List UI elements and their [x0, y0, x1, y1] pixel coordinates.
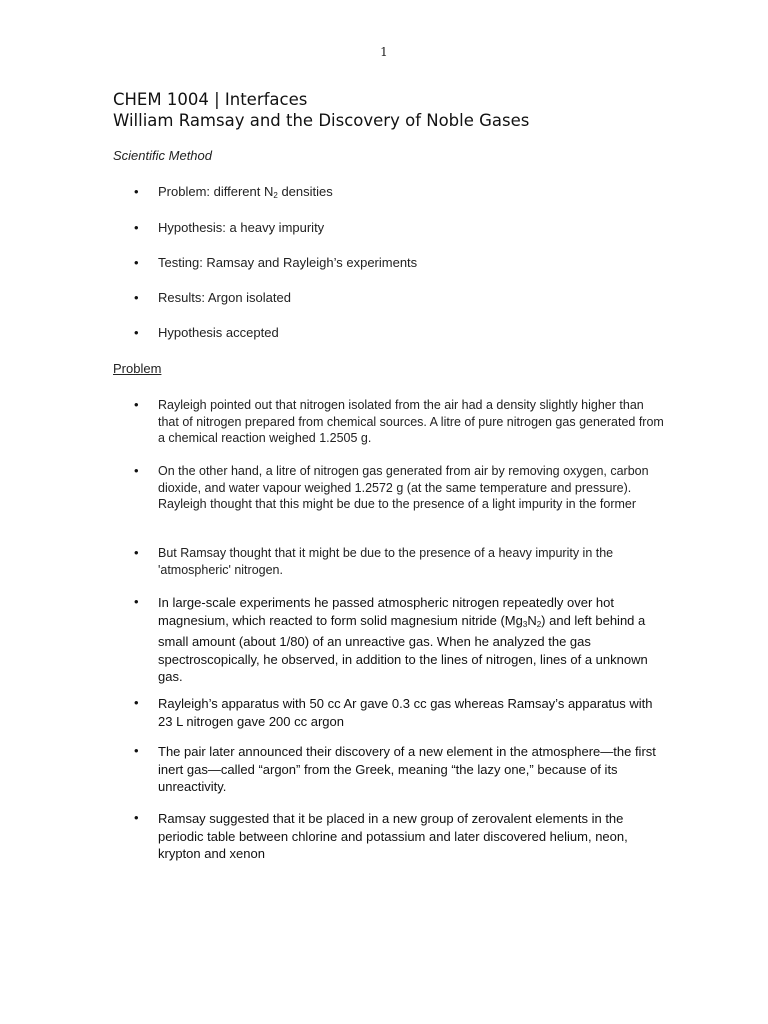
problem-heading: Problem	[113, 361, 162, 376]
document-title	[113, 89, 529, 131]
bullet-icon: •	[134, 184, 139, 199]
bullet-icon: •	[134, 255, 139, 270]
bullet-icon: •	[134, 397, 139, 412]
bullet-icon: •	[134, 695, 139, 710]
bullet-icon: •	[134, 743, 139, 758]
title-line-topic: William Ramsay and the Discovery of Noble Gases	[113, 111, 530, 130]
scientific-method-heading: Scientific Method	[113, 148, 212, 163]
bullet-icon: •	[134, 325, 139, 340]
bullet-icon: •	[134, 463, 139, 478]
bullet-icon: •	[134, 220, 139, 235]
title-line-course: CHEM 1004 | Interfaces	[113, 90, 308, 109]
bullet-icon: •	[134, 545, 139, 560]
bullet-icon: •	[134, 290, 139, 305]
bullet-icon: •	[134, 810, 139, 825]
bullet-icon: •	[134, 594, 139, 609]
page-number: 1	[380, 45, 388, 59]
